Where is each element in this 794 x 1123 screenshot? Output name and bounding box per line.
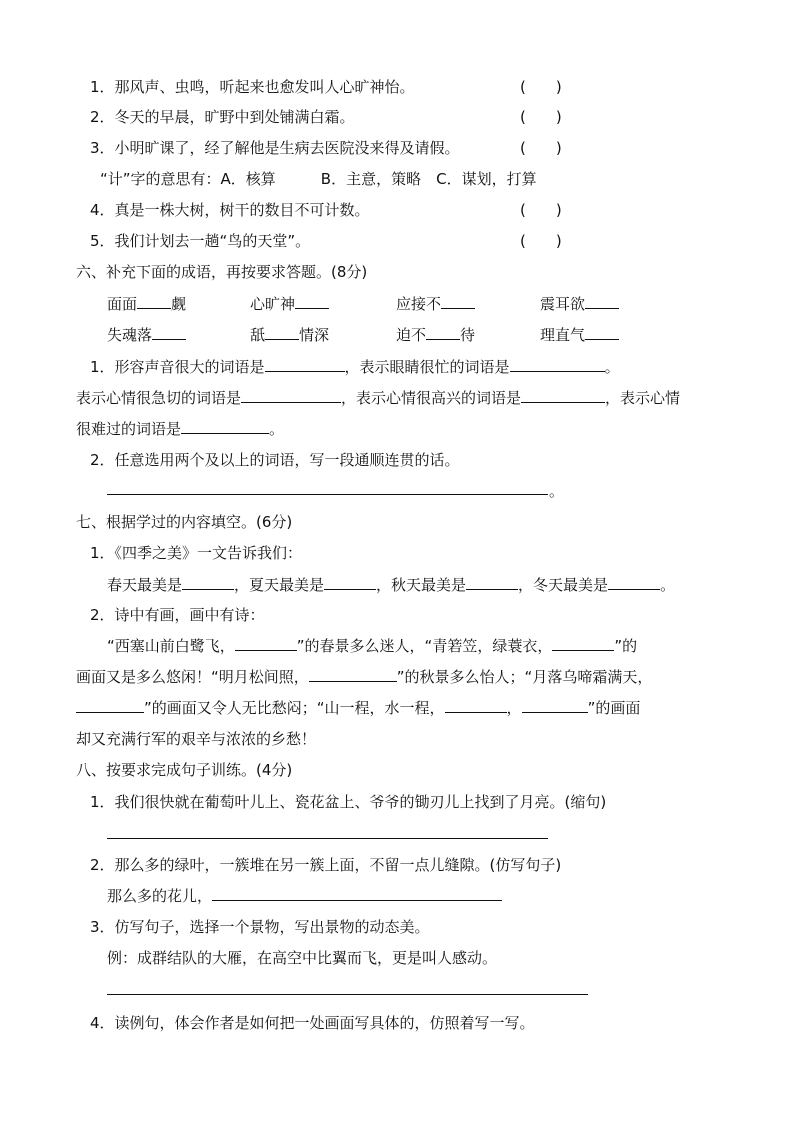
q8-sub2-answer xyxy=(107,886,502,906)
answer-paren-3[interactable]: ( ) xyxy=(520,139,562,157)
q6-sub1-text-f: 很难过的词语是 xyxy=(76,420,182,438)
idiom-2 xyxy=(250,294,329,314)
q8-sub3-example: 例：成群结队的大雁，在高空中比翼而飞，更是叫人感动。 xyxy=(107,949,498,967)
poem-text: ”的 xyxy=(614,637,638,655)
answer-blank[interactable] xyxy=(241,388,341,403)
q6-sub1-text-b: ，表示眼睛很忙的词语是 xyxy=(344,358,510,376)
answer-blank[interactable] xyxy=(608,575,660,590)
answer-blank[interactable] xyxy=(521,388,605,403)
q7-poem-line3 xyxy=(76,698,640,718)
section-8-heading: 八、按要求完成句子训练。(4分) xyxy=(76,761,293,779)
poem-text: ”的秋景多么怡人；“月落乌啼霜满天， xyxy=(396,668,653,686)
q7-sub2: 2．诗中有画，画中有诗： xyxy=(90,606,265,624)
idiom-blank[interactable] xyxy=(265,325,299,340)
idiom-1 xyxy=(107,294,186,314)
answer-blank[interactable] xyxy=(182,575,234,590)
idiom-4-part: 震耳欲 xyxy=(540,295,586,313)
idiom-6-part-b: 情深 xyxy=(299,326,330,344)
writing-line[interactable] xyxy=(107,994,588,995)
idiom-7 xyxy=(396,325,475,345)
answer-blank[interactable] xyxy=(235,636,297,651)
q8-sub4: 4．读例句，体会作者是如何把一处画面写具体的，仿照着写一写。 xyxy=(90,1014,535,1032)
idiom-4 xyxy=(540,294,619,314)
idiom-6-part-a: 舐 xyxy=(250,326,266,344)
idiom-blank[interactable] xyxy=(585,325,619,340)
season-end: 。 xyxy=(660,576,676,594)
q8-sub3: 3．仿写句子，选择一个景物，写出景物的动态美。 xyxy=(90,918,430,936)
answer-paren-1[interactable]: ( ) xyxy=(520,78,562,96)
answer-blank[interactable] xyxy=(76,698,144,713)
season-summer-text: ，夏天最美是 xyxy=(234,576,325,594)
idiom-5 xyxy=(107,325,186,345)
idiom-6 xyxy=(250,325,329,345)
q5-item-2: 2．冬天的早晨，旷野中到处铺满白霜。 xyxy=(90,108,355,126)
answer-blank[interactable] xyxy=(309,667,397,682)
q6-sub1-text-e: ，表示心情 xyxy=(605,389,681,407)
idiom-1-part-a: 面面 xyxy=(107,295,138,313)
section-7-heading: 七、根据学过的内容填空。(6分) xyxy=(76,513,293,531)
writing-line[interactable] xyxy=(107,494,548,495)
idiom-blank[interactable] xyxy=(585,294,619,309)
q8-sub2-lead: 那么多的花儿， xyxy=(107,887,213,905)
idiom-blank[interactable] xyxy=(137,294,171,309)
idiom-8-part: 理直气 xyxy=(540,326,586,344)
answer-paren-2[interactable]: ( ) xyxy=(520,108,562,126)
idiom-blank[interactable] xyxy=(152,325,186,340)
answer-blank[interactable] xyxy=(324,575,376,590)
q8-sub2: 2．那么多的绿叶，一簇堆在另一簇上面，不留一点儿缝隙。(仿写句子) xyxy=(90,856,562,874)
poem-text: ， xyxy=(506,699,522,717)
q7-sub1: 1．《四季之美》一文告诉我们： xyxy=(90,544,303,562)
q8-sub1: 1．我们很快就在葡萄叶儿上、瓷花盆上、爷爷的锄刃儿上找到了月亮。(缩句) xyxy=(90,793,607,811)
q6-period: 。 xyxy=(549,482,565,500)
poem-text: ”的春景多么迷人，“青箬笠，绿蓑衣， xyxy=(296,637,553,655)
idiom-3-part: 应接不 xyxy=(396,295,442,313)
q6-sub1-text-d: ，表示心情很高兴的词语是 xyxy=(341,389,522,407)
idiom-2-part: 心旷神 xyxy=(250,295,296,313)
q7-seasons-line xyxy=(107,575,675,595)
poem-text: ”的画面又令人无比愁闷；“山一程，水一程， xyxy=(144,699,445,717)
q5-item-1: 1．那风声、虫鸣，听起来也愈发叫人心旷神怡。 xyxy=(90,78,415,96)
q6-sub1-text-a: 1．形容声音很大的词语是 xyxy=(90,358,265,376)
season-autumn-text: ，秋天最美是 xyxy=(376,576,467,594)
poem-text: ”的画面 xyxy=(587,699,641,717)
ji-meaning-options: “计”字的意思有：A．核算 B．主意，策略 C．谋划，打算 xyxy=(100,170,537,188)
q6-sub1-text-c: 表示心情很急切的词语是 xyxy=(76,389,242,407)
q6-sub1-line3 xyxy=(76,419,284,439)
q7-poem-line1 xyxy=(107,636,637,656)
q6-sub2: 2．任意选用两个及以上的词语，写一段通顺连贯的话。 xyxy=(90,451,460,469)
poem-text: 画面又是多么悠闲！“明月松间照， xyxy=(76,668,309,686)
answer-blank[interactable] xyxy=(522,698,588,713)
answer-paren-4[interactable]: ( ) xyxy=(520,201,562,219)
answer-blank[interactable] xyxy=(466,575,518,590)
q7-poem-line2 xyxy=(76,667,652,687)
idiom-blank[interactable] xyxy=(426,325,460,340)
idiom-7-part-b: 待 xyxy=(460,326,476,344)
idiom-3 xyxy=(396,294,475,314)
idiom-blank[interactable] xyxy=(295,294,329,309)
answer-paren-5[interactable]: ( ) xyxy=(520,232,562,250)
season-spring-text: 春天最美是 xyxy=(107,576,183,594)
answer-blank[interactable] xyxy=(265,357,345,372)
q6-sub1-line1 xyxy=(90,357,620,377)
q6-sub1-end: 。 xyxy=(269,420,285,438)
q7-poem-line4: 却又充满行军的艰辛与浓浓的乡愁！ xyxy=(76,730,317,748)
writing-line[interactable] xyxy=(107,838,548,839)
answer-blank[interactable] xyxy=(181,419,269,434)
answer-blank[interactable] xyxy=(510,357,605,372)
q5-item-4: 4．真是一株大树，树干的数目不可计数。 xyxy=(90,201,370,219)
q5-item-5: 5．我们计划去一趟“鸟的天堂”。 xyxy=(90,232,311,250)
answer-blank[interactable] xyxy=(552,636,614,651)
answer-blank[interactable] xyxy=(212,886,502,901)
q6-sub1-line2 xyxy=(76,388,680,408)
answer-blank[interactable] xyxy=(445,698,507,713)
q6-sub1-end: 。 xyxy=(604,358,620,376)
idiom-5-part: 失魂落 xyxy=(107,326,153,344)
q5-item-3: 3．小明旷课了，经了解他是生病去医院没来得及请假。 xyxy=(90,139,460,157)
section-6-heading: 六、补充下面的成语，再按要求答题。(8分) xyxy=(76,263,368,281)
idiom-1-part-b: 觑 xyxy=(171,295,187,313)
idiom-8 xyxy=(540,325,619,345)
idiom-7-part-a: 迫不 xyxy=(396,326,427,344)
idiom-blank[interactable] xyxy=(441,294,475,309)
poem-text: “西塞山前白鹭飞， xyxy=(107,637,235,655)
season-winter-text: ，冬天最美是 xyxy=(518,576,609,594)
